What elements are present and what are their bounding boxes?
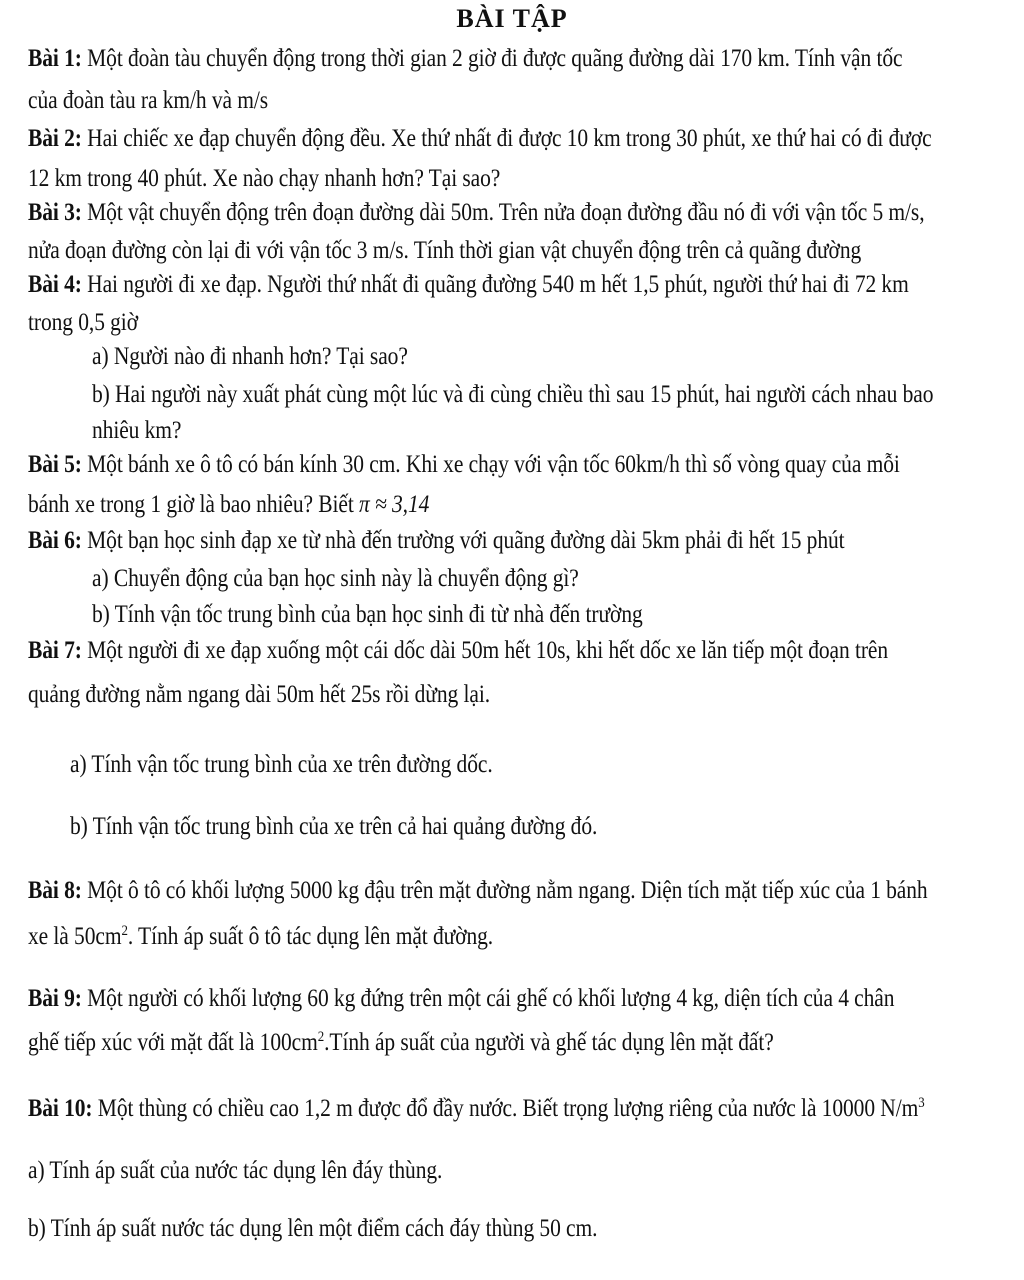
exercise-6-part-a: a) Chuyển động của bạn học sinh này là chuyển động gì? bbox=[92, 565, 579, 592]
exercise-2-text: Hai chiếc xe đạp chuyển động đều. Xe thứ nhất đi được 10 km trong 30 phút, xe thứ hai có đi được bbox=[81, 125, 932, 152]
exercise-8-line-1 bbox=[28, 876, 928, 906]
exercise-10-line-1 bbox=[28, 1094, 925, 1124]
exercise-3-line-1 bbox=[28, 198, 925, 228]
exercise-3-line-2: nửa đoạn đường còn lại đi với vận tốc 3 m/s. Tính thời gian vật chuyển động trên cả quãng đường bbox=[28, 237, 862, 264]
exercise-1-text: Một đoàn tàu chuyển động trong thời gian 2 giờ đi được quãng đường dài 170 km. Tính vận tốc bbox=[81, 45, 903, 72]
exercise-9-line-1 bbox=[28, 984, 895, 1014]
exercise-9-line-2 bbox=[28, 1028, 866, 1058]
exercise-8-text-2b: . Tính áp suất ô tô tác dụng lên mặt đường. bbox=[127, 923, 494, 950]
exercise-1-line-1 bbox=[28, 44, 903, 74]
exercise-5-text-2: bánh xe trong 1 giờ là bao nhiêu? Biết bbox=[28, 491, 360, 518]
exercise-7-part-a: a) Tính vận tốc trung bình của xe trên đường dốc. bbox=[70, 751, 493, 778]
exercise-7-line-2: quảng đường nằm ngang dài 50m hết 25s rồi dừng lại. bbox=[28, 681, 491, 708]
exercise-10-superscript: 3 bbox=[918, 1095, 925, 1111]
pi-approximation: π ≈ 3,14 bbox=[359, 491, 430, 518]
exercise-4-part-b-line-2: nhiêu km? bbox=[92, 417, 182, 444]
exercise-2-line-1 bbox=[28, 124, 932, 154]
exercise-4-line-2: trong 0,5 giờ bbox=[28, 309, 138, 336]
exercise-9-text: Một người có khối lượng 60 kg đứng trên một cái ghế có khối lượng 4 kg, diện tích của 4 chân bbox=[81, 985, 895, 1012]
exercise-9-text-2a: ghế tiếp xúc với mặt đất là 100cm bbox=[28, 1029, 318, 1056]
exercise-2-line-2: 12 km trong 40 phút. Xe nào chạy nhanh hơn? Tại sao? bbox=[28, 165, 501, 192]
exercise-7-part-b: b) Tính vận tốc trung bình của xe trên cả hai quảng đường đó. bbox=[70, 813, 598, 840]
exercise-5-line-2 bbox=[28, 490, 866, 520]
exercise-10-part-a: a) Tính áp suất của nước tác dụng lên đáy thùng. bbox=[28, 1157, 443, 1184]
exercise-8-line-2 bbox=[28, 922, 866, 952]
exercise-8-superscript: 2 bbox=[121, 923, 128, 939]
exercise-9-label: Bài 9: bbox=[28, 985, 82, 1012]
exercise-9-text-2b: .Tính áp suất của người và ghế tác dụng lên mặt đất? bbox=[324, 1029, 774, 1056]
exercise-6-label: Bài 6: bbox=[28, 527, 82, 554]
exercise-4-part-b-line-1: b) Hai người này xuất phát cùng một lúc và đi cùng chiều thì sau 15 phút, hai người cách nhau bao bbox=[92, 381, 934, 408]
exercise-8-label: Bài 8: bbox=[28, 877, 82, 904]
exercise-8-text: Một ô tô có khối lượng 5000 kg đậu trên mặt đường nằm ngang. Diện tích mặt tiếp xúc của 1 bánh bbox=[81, 877, 928, 904]
exercise-10-label: Bài 10: bbox=[28, 1095, 93, 1122]
exercise-6-part-b: b) Tính vận tốc trung bình của bạn học sinh đi từ nhà đến trường bbox=[92, 601, 643, 628]
exercise-1-label: Bài 1: bbox=[28, 45, 82, 72]
exercise-7-line-1 bbox=[28, 636, 889, 666]
exercise-3-label: Bài 3: bbox=[28, 199, 82, 226]
exercise-5-label: Bài 5: bbox=[28, 451, 82, 478]
exercise-4-text: Hai người đi xe đạp. Người thứ nhất đi quãng đường 540 m hết 1,5 phút, người thứ hai đi 72 km bbox=[81, 271, 909, 298]
exercise-5-line-1 bbox=[28, 450, 900, 480]
exercise-10-part-b: b) Tính áp suất nước tác dụng lên một điểm cách đáy thùng 50 cm. bbox=[28, 1215, 598, 1242]
exercise-7-label: Bài 7: bbox=[28, 637, 82, 664]
exercise-4-part-a: a) Người nào đi nhanh hơn? Tại sao? bbox=[92, 343, 408, 370]
exercise-8-text-2a: xe là 50cm bbox=[28, 923, 122, 950]
exercise-10-text: Một thùng có chiều cao 1,2 m được đổ đầy nước. Biết trọng lượng riêng của nước là 10000 N/m bbox=[92, 1095, 919, 1122]
exercise-5-text: Một bánh xe ô tô có bán kính 30 cm. Khi xe chạy với vận tốc 60km/h thì số vòng quay của mỗi bbox=[81, 451, 900, 478]
exercise-9-superscript: 2 bbox=[317, 1029, 325, 1045]
exercise-7-text: Một người đi xe đạp xuống một cái dốc dài 50m hết 10s, khi hết dốc xe lăn tiếp một đoạn trên bbox=[81, 637, 889, 664]
page-title: BÀI TẬP bbox=[456, 4, 568, 33]
exercise-1-line-2: của đoàn tàu ra km/h và m/s bbox=[28, 87, 269, 114]
exercise-4-label: Bài 4: bbox=[28, 271, 82, 298]
exercise-6-line-1 bbox=[28, 526, 866, 556]
exercise-2-label: Bài 2: bbox=[28, 125, 82, 152]
exercise-6-text: Một bạn học sinh đạp xe từ nhà đến trường với quãng đường dài 5km phải đi hết 15 phút bbox=[81, 527, 845, 554]
exercise-4-line-1 bbox=[28, 270, 909, 300]
exercise-3-text: Một vật chuyển động trên đoạn đường dài 50m. Trên nửa đoạn đường đầu nó đi với vận tốc 5 m/s, bbox=[81, 199, 925, 226]
